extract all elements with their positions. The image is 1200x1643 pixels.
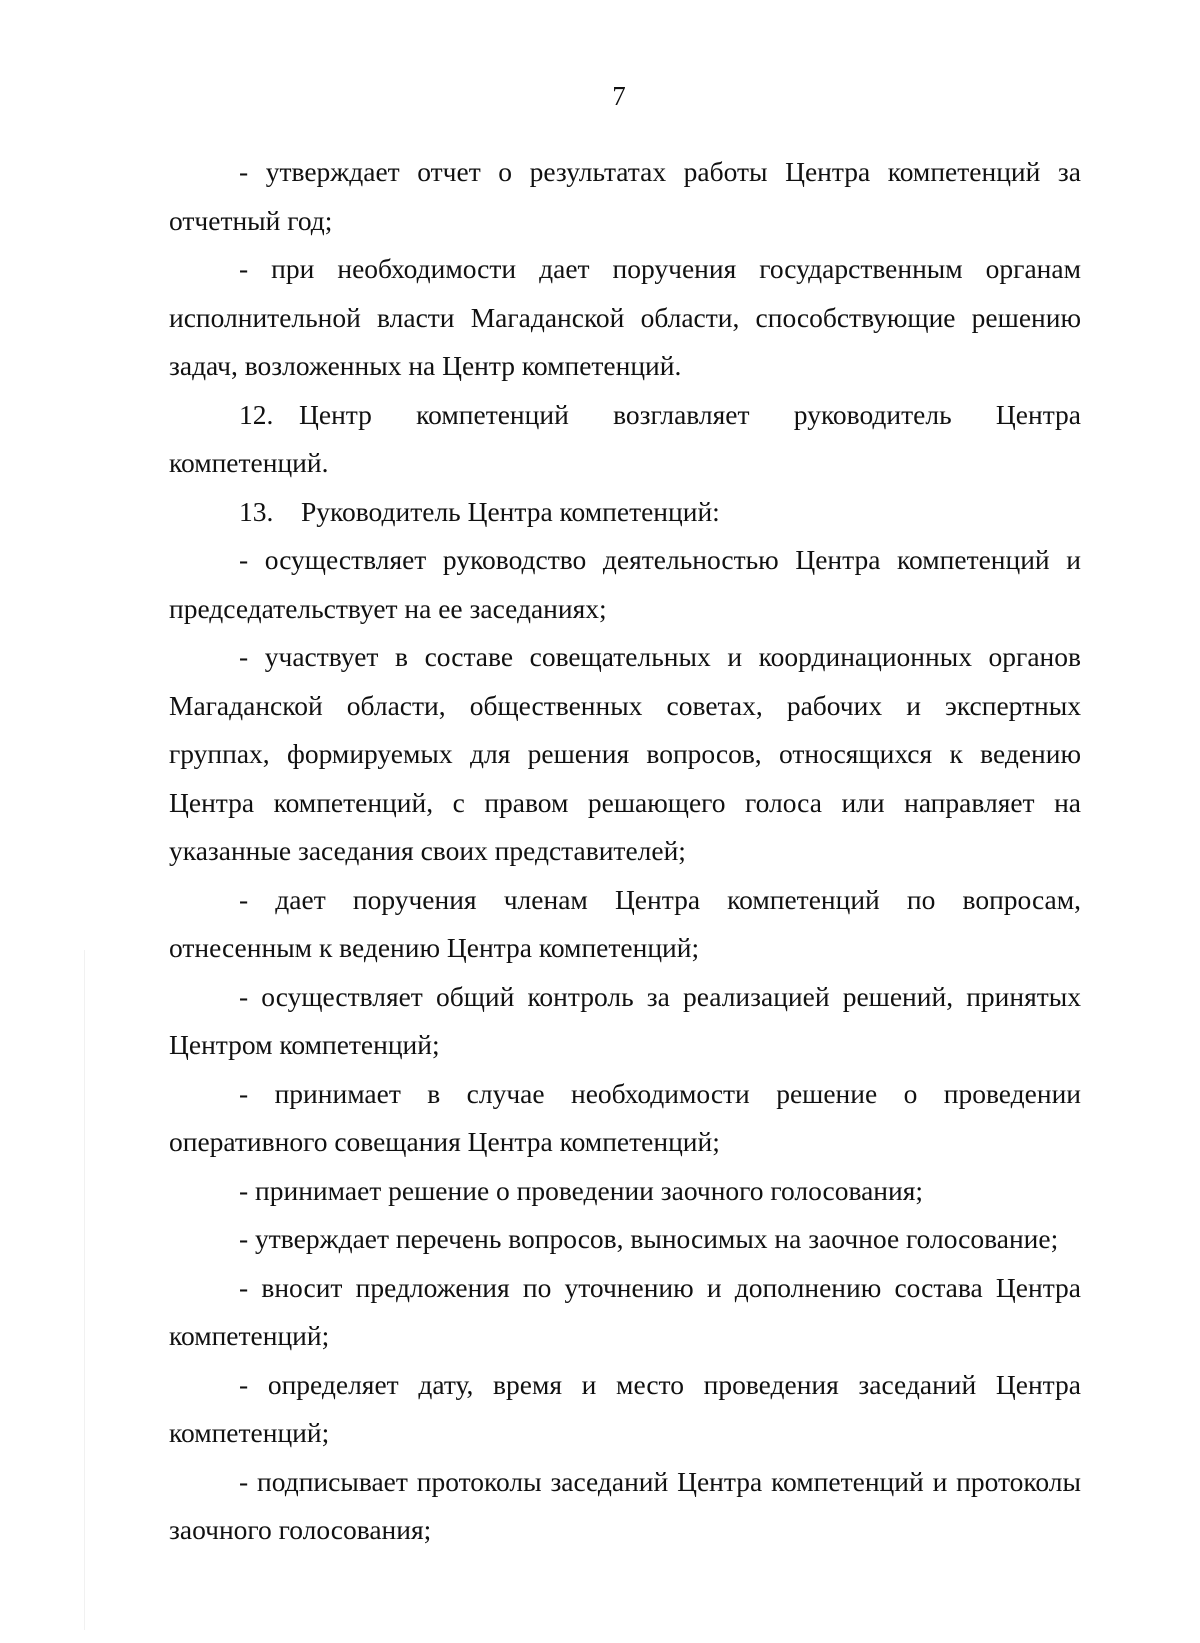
paragraph-text: Центр компетенций возглавляет руководитель Центра компетенций. bbox=[169, 398, 1081, 478]
paragraph-number: 12. bbox=[239, 398, 274, 430]
paragraph-absentee-vote-questions: - утверждает перечень вопросов, выносимых на заочное голосование; bbox=[239, 1223, 1059, 1254]
paragraph-issue-instructions-members: - дает поручения членам Центра компетенций по вопросам, отнесенным к ведению Центра компетенций; bbox=[169, 883, 1081, 963]
paragraph-sign-protocols: - подписывает протоколы заседаний Центра компетенций и протоколы заочного голосования; bbox=[169, 1465, 1081, 1545]
paragraph-number: 13. bbox=[239, 495, 274, 527]
paragraph-approve-report: - утверждает отчет о результатах работы Центра компетенций за отчетный год; bbox=[169, 156, 1081, 236]
paragraph-issue-instructions-bodies: - при необходимости дает поручения государственным органам исполнительной власти Магаданской области, способствующие решению задач, возложенных на Центр компетенций. bbox=[169, 253, 1081, 381]
paragraph-participate-councils: - участвует в составе совещательных и координационных органов Магаданской области, общественных советах, рабочих и экспертных группах, формируемых для решения вопросов, относящихся к ведению Центра компетенций, с правом решающего голоса или направляет на указанные заседания своих представителей; bbox=[169, 641, 1081, 866]
paragraph-general-control: - осуществляет общий контроль за реализацией решений, принятых Центром компетенций; bbox=[169, 980, 1081, 1060]
paragraph-meeting-date-place: - определяет дату, время и место проведения заседаний Центра компетенций; bbox=[169, 1368, 1081, 1448]
paragraph-13 bbox=[169, 488, 1081, 537]
paragraph-absentee-vote-decision: - принимает решение о проведении заочного голосования; bbox=[239, 1174, 924, 1206]
paragraph-composition-proposals: - вносит предложения по уточнению и дополнению состава Центра компетенций; bbox=[169, 1271, 1081, 1351]
paragraph-operative-meeting: - принимает в случае необходимости решение о проведении оперативного совещания Центра компетенций; bbox=[169, 1077, 1081, 1157]
page-number: 7 bbox=[612, 81, 626, 111]
paragraph-text: Руководитель Центра компетенций: bbox=[301, 495, 720, 527]
paragraph-12 bbox=[169, 391, 1081, 488]
document-body bbox=[169, 148, 1081, 1555]
paragraph-manage-activities: - осуществляет руководство деятельностью Центра компетенций и председательствует на ее заседаниях; bbox=[169, 544, 1081, 624]
scan-edge-line bbox=[84, 950, 85, 1630]
